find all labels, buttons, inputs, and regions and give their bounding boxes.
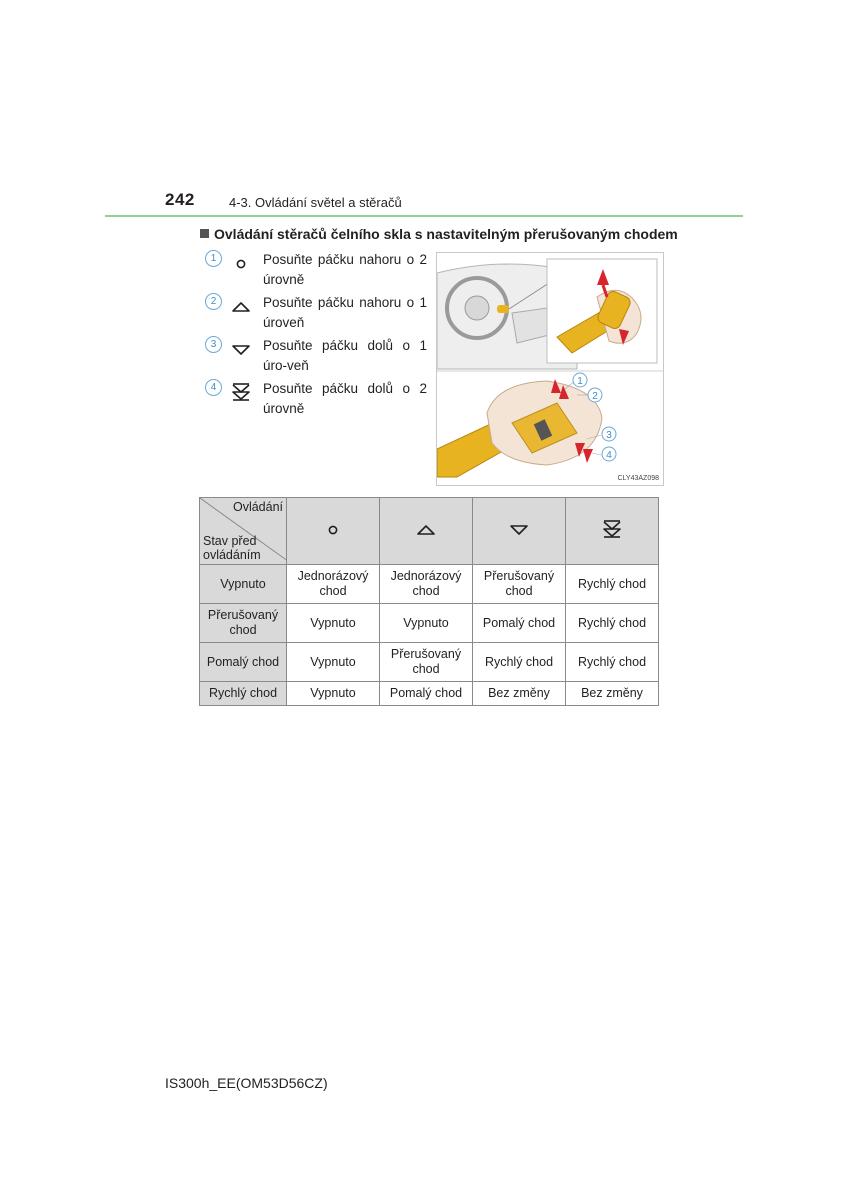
lever-drawing xyxy=(437,253,663,485)
step-item xyxy=(205,336,427,379)
table-cell: Jednorázový chod xyxy=(380,565,473,604)
table-row xyxy=(200,643,659,682)
corner-top-label: Ovládání xyxy=(232,500,283,514)
section-title: 4-3. Ovládání světel a stěračů xyxy=(229,195,402,210)
table-header-row xyxy=(200,498,659,565)
down-triangle-icon xyxy=(230,338,252,360)
step-number: 4 xyxy=(205,379,222,396)
up-triangle-icon xyxy=(415,518,437,540)
step-text: Posuňte páčku dolů o 2 úrovně xyxy=(263,381,427,416)
table-cell: Pomalý chod xyxy=(473,604,566,643)
double-down-icon xyxy=(601,518,623,540)
column-header xyxy=(473,498,566,565)
step-number: 3 xyxy=(205,336,222,353)
circle-icon xyxy=(230,252,252,274)
row-label: Vypnuto xyxy=(200,565,287,604)
table-cell: Jednorázový chod xyxy=(287,565,380,604)
table-cell: Bez změny xyxy=(473,682,566,706)
table-cell: Vypnuto xyxy=(380,604,473,643)
steps-list xyxy=(205,250,427,422)
section-heading xyxy=(200,226,678,242)
table-cell: Rychlý chod xyxy=(566,565,659,604)
page-number: 242 xyxy=(165,190,195,209)
column-header xyxy=(566,498,659,565)
up-triangle-icon xyxy=(230,295,252,317)
footer-code: IS300h_EE(OM53D56CZ) xyxy=(165,1075,328,1091)
down-triangle-icon xyxy=(508,518,530,540)
operation-table xyxy=(199,497,659,706)
row-label: Rychlý chod xyxy=(200,682,287,706)
callout-3: 3 xyxy=(606,430,612,441)
table-cell: Rychlý chod xyxy=(473,643,566,682)
heading-text: Ovládání stěračů čelního skla s nastavitelným přerušovaným chodem xyxy=(214,226,678,242)
corner-bottom-label: Stav před ovládáním xyxy=(203,534,261,562)
double-down-icon xyxy=(230,381,252,403)
step-text: Posuňte páčku nahoru o 1 úroveň xyxy=(263,295,427,330)
table-cell: Rychlý chod xyxy=(566,643,659,682)
callout-1: 1 xyxy=(577,376,583,387)
table-cell: Pomalý chod xyxy=(380,682,473,706)
row-label: Pomalý chod xyxy=(200,643,287,682)
table-row xyxy=(200,682,659,706)
page-header xyxy=(165,190,743,220)
table-cell: Vypnuto xyxy=(287,643,380,682)
table-cell: Rychlý chod xyxy=(566,604,659,643)
step-number: 2 xyxy=(205,293,222,310)
callout-4: 4 xyxy=(606,450,612,461)
table-cell: Vypnuto xyxy=(287,682,380,706)
illustration-code: CLY43AZ098 xyxy=(617,475,659,482)
table-cell: Přerušovaný chod xyxy=(473,565,566,604)
table-row xyxy=(200,604,659,643)
row-label: Přerušovaný chod xyxy=(200,604,287,643)
step-text: Posuňte páčku dolů o 1 úro-veň xyxy=(263,338,427,373)
circle-icon xyxy=(322,518,344,540)
wiper-lever-illustration xyxy=(436,252,664,486)
column-header xyxy=(380,498,473,565)
header-divider xyxy=(105,215,743,217)
square-bullet-icon xyxy=(200,229,209,238)
step-number: 1 xyxy=(205,250,222,267)
step-item xyxy=(205,293,427,336)
table-cell: Vypnuto xyxy=(287,604,380,643)
table-row xyxy=(200,565,659,604)
step-item xyxy=(205,250,427,293)
corner-cell xyxy=(200,498,287,565)
table-cell: Přerušovaný chod xyxy=(380,643,473,682)
callout-2: 2 xyxy=(592,391,598,402)
table-cell: Bez změny xyxy=(566,682,659,706)
step-text: Posuňte páčku nahoru o 2 úrovně xyxy=(263,252,427,287)
step-item xyxy=(205,379,427,422)
column-header xyxy=(287,498,380,565)
